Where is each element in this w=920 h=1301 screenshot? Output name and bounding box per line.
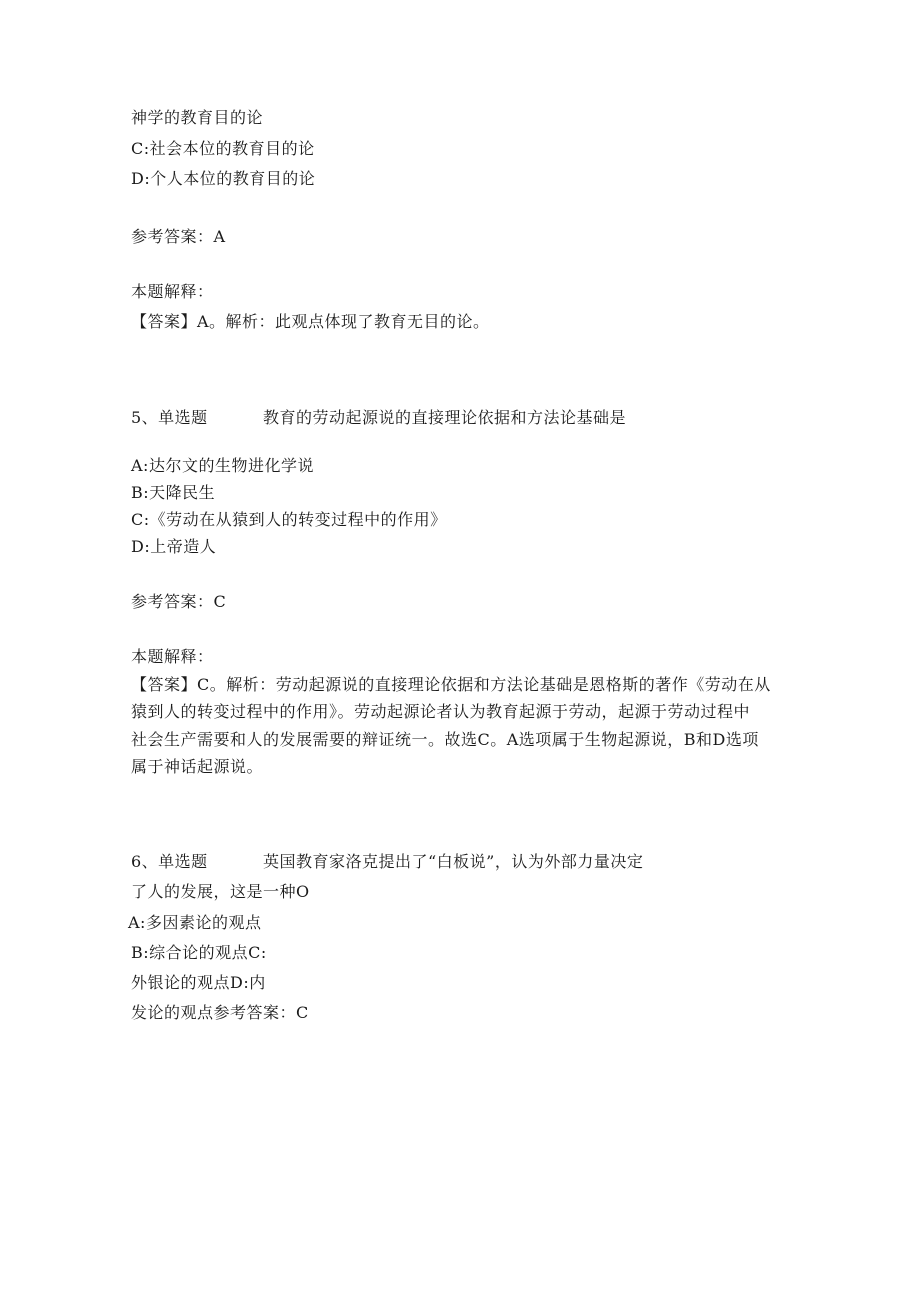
option-c: C:社会本位的教育目的论	[131, 139, 315, 158]
question-header	[131, 407, 626, 429]
option-line: 神学的教育目的论	[131, 108, 264, 127]
option-a: A:达尔文的生物进化学说	[131, 456, 314, 475]
question-number-type: 6、单选题	[131, 852, 208, 871]
option-b: B:综合论的观点C:	[131, 943, 267, 962]
explanation-title: 本题解释：	[131, 282, 214, 301]
option-c: 外银论的观点D:内	[131, 973, 266, 992]
explanation-text: 属于神话起源说。	[131, 757, 264, 776]
option-c: C:《劳动在从猿到人的转变过程中的作用》	[131, 510, 447, 529]
option-a: A:多因素论的观点	[128, 913, 262, 932]
question-stem: 英国教育家洛克提出了“白板说”，认为外部力量决定	[263, 852, 644, 871]
question-number-type: 5、单选题	[131, 408, 208, 427]
option-b: B:天降民生	[131, 483, 216, 502]
option-d: D:上帝造人	[131, 537, 217, 556]
question-stem-continued: 了人的发展，这是一种O	[131, 882, 310, 901]
option-d-and-answer: 发论的观点参考答案：C	[131, 1003, 309, 1022]
option-d: D:个人本位的教育目的论	[131, 169, 316, 188]
explanation-text: 猿到人的转变过程中的作用》。劳动起源论者认为教育起源于劳动，起源于劳动过程中	[131, 702, 751, 721]
explanation-text: 社会生产需要和人的发展需要的辩证统一。故选C。A选项属于生物起源说，B和D选项	[131, 730, 759, 749]
explanation-title: 本题解释：	[131, 647, 214, 666]
reference-answer: 参考答案：A	[131, 227, 226, 246]
question-header	[131, 851, 643, 873]
explanation-text: 【答案】C。解析：劳动起源说的直接理论依据和方法论基础是恩格斯的著作《劳动在从	[131, 675, 771, 694]
explanation-text: 【答案】A。解析：此观点体现了教育无目的论。	[131, 312, 490, 331]
question-stem: 教育的劳动起源说的直接理论依据和方法论基础是	[263, 408, 627, 427]
reference-answer: 参考答案：C	[131, 592, 227, 611]
